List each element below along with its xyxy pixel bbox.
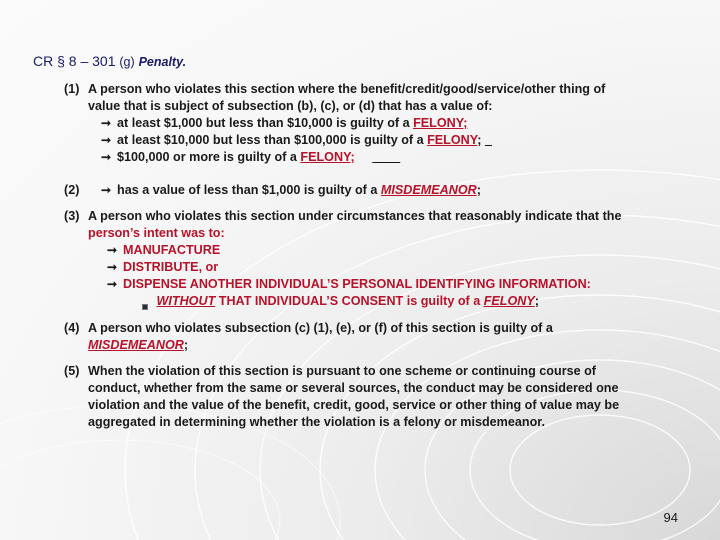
section-5-line-1: When the violation of this section is pursuant to one scheme or continuing course of — [88, 364, 596, 378]
section-4-end: ; — [183, 338, 189, 352]
section-4-number: (4) — [64, 321, 80, 335]
section-1-number: (1) — [64, 82, 80, 96]
section-5-line-4: aggregated in determining whether the violation is a felony or misdemeanor. — [88, 415, 545, 429]
section-2-number: (2) — [64, 183, 80, 197]
bullet-text: at least $10,000 but less than $100,000 is guilty of a — [117, 133, 424, 147]
underline-blank — [485, 133, 492, 147]
bullet-text: MANUFACTURE — [123, 243, 221, 257]
section-3-subbullet — [142, 293, 539, 310]
section-1-bullet-3 — [101, 149, 400, 166]
section-1-line-2: value that is subject of subsection (b), (c), or (d) that has a value of: — [88, 99, 493, 113]
section-1-bullet-2 — [101, 132, 492, 149]
section-3-bullet-3 — [107, 276, 591, 293]
section-2-text — [101, 182, 481, 199]
bullet-text: at least $1,000 but less than $10,000 is guilty of a — [117, 116, 410, 130]
section-5-number: (5) — [64, 364, 80, 378]
title-subsection: (g) — [119, 55, 135, 69]
bullet-text: $100,000 or more is guilty of a — [117, 150, 297, 164]
arrow-icon: ➞ — [101, 150, 112, 164]
section-3-line-1: A person who violates this section under circumstances that reasonably indicate that the — [88, 209, 622, 223]
bullet-text: DISPENSE ANOTHER INDIVIDUAL’S PERSONAL IDENTIFYING INFORMATION: — [123, 277, 591, 291]
title-penalty: Penalty. — [138, 55, 187, 69]
bullet-end: ; — [477, 133, 482, 147]
arrow-icon: ➞ — [107, 243, 118, 257]
arrow-icon: ➞ — [101, 116, 112, 130]
title-statute: CR § 8 – 301 — [33, 53, 116, 69]
section-5-line-3: violation and the value of the benefit, credit, good, service or other thing of value may be — [88, 398, 620, 412]
arrow-icon: ➞ — [107, 260, 118, 274]
slide-title — [33, 53, 186, 71]
arrow-icon: ➞ — [101, 183, 112, 197]
bullet-text: has a value of less than $1,000 is guilty of a — [117, 183, 378, 197]
page-number: 94 — [663, 510, 678, 525]
felony-label: FELONY; — [413, 116, 468, 130]
felony-label: FELONY — [427, 133, 478, 147]
section-5-line-2: conduct, whether from the same or several sources, the conduct may be considered one — [88, 381, 619, 395]
section-4-line-1: A person who violates subsection (c) (1), (e), or (f) of this section is guilty of a — [88, 321, 553, 335]
felony-label: FELONY; — [300, 150, 355, 164]
subbullet-text: THAT INDIVIDUAL’S CONSENT is guilty of a — [218, 294, 481, 308]
subbullet-end: ; — [534, 294, 539, 308]
underline-blank — [372, 150, 400, 164]
section-1-line-1: A person who violates this section where the benefit/credit/good/service/other thing of — [88, 82, 606, 96]
arrow-icon: ➞ — [101, 133, 112, 147]
section-3-line-2: person’s intent was to: — [88, 226, 225, 240]
section-1-bullet-1 — [101, 115, 467, 132]
section-3-bullet-1 — [107, 242, 220, 259]
section-3-bullet-2 — [107, 259, 218, 276]
square-bullet-icon — [142, 298, 153, 306]
misdemeanor-label: MISDEMEANOR — [88, 338, 184, 352]
felony-label: FELONY — [483, 294, 535, 308]
without-label: WITHOUT — [156, 294, 216, 308]
arrow-icon: ➞ — [107, 277, 118, 291]
section-3-number: (3) — [64, 209, 80, 223]
misdemeanor-label: MISDEMEANOR — [380, 183, 477, 197]
section-4-line-2 — [88, 337, 188, 354]
bullet-end: ; — [476, 183, 481, 197]
bullet-text: DISTRIBUTE, or — [123, 260, 219, 274]
